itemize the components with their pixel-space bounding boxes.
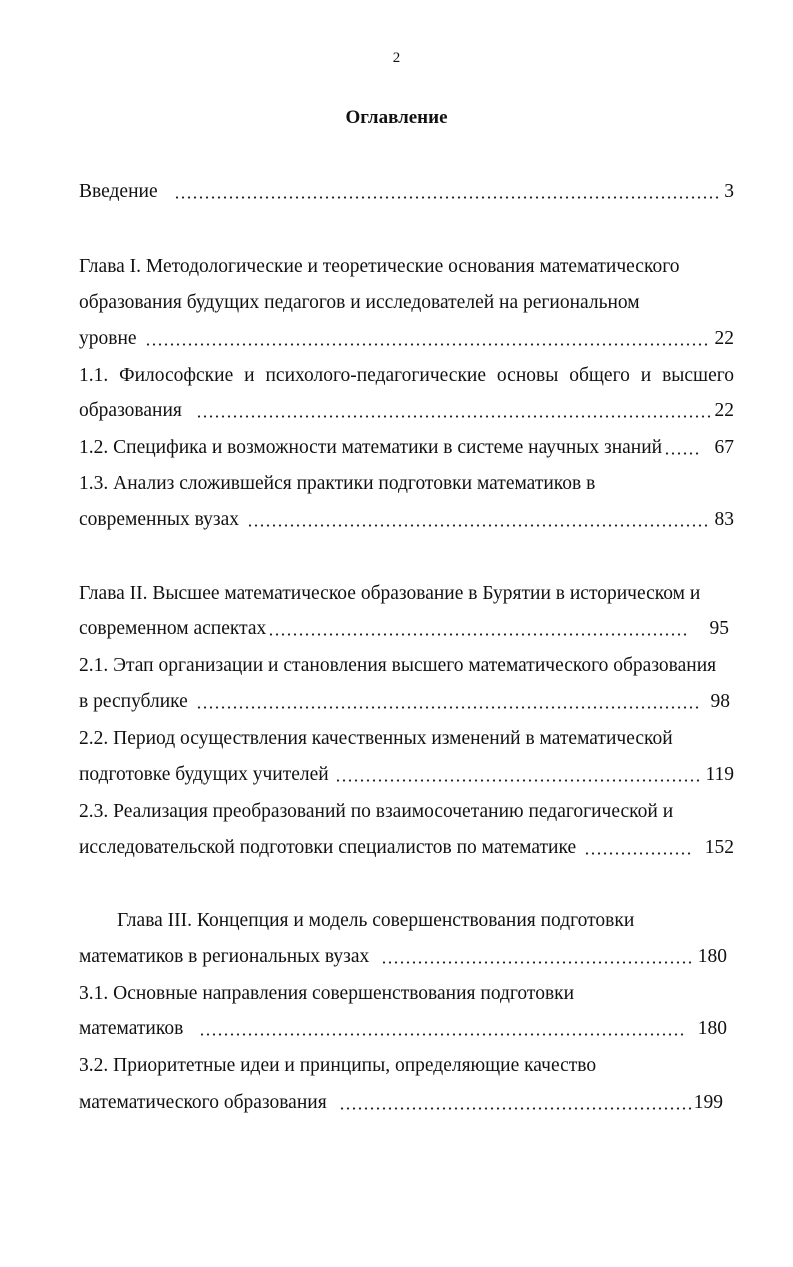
section-1-3-title-line-1: 1.3. Анализ сложившейся практики подготовки математиков в bbox=[79, 473, 596, 494]
dot-leader bbox=[199, 1033, 685, 1036]
chapter-1-title-line-2: образования будущих педагогов и исследователей на региональном bbox=[79, 292, 640, 313]
toc-entry-label: современных вузах bbox=[79, 509, 240, 530]
toc-page-number: 180 bbox=[697, 946, 727, 967]
dot-leader bbox=[247, 524, 710, 527]
dot-leader bbox=[664, 452, 700, 455]
toc-entry-section-3-1[interactable] bbox=[79, 1017, 727, 1041]
dot-leader bbox=[381, 961, 693, 964]
toc-page-number: 152 bbox=[704, 837, 734, 858]
toc-entry-label: в республике bbox=[79, 691, 188, 712]
toc-entry-label: математиков bbox=[79, 1018, 184, 1039]
dot-leader bbox=[145, 343, 711, 346]
toc-entry-label: математиков в региональных вузах bbox=[79, 946, 370, 967]
dot-leader bbox=[196, 415, 711, 418]
toc-entry-section-1-1[interactable] bbox=[79, 399, 734, 423]
toc-entry-label: подготовке будущих учителей bbox=[79, 764, 329, 785]
toc-entry-section-3-2[interactable] bbox=[79, 1091, 723, 1115]
toc-page-number: 95 bbox=[709, 618, 729, 639]
section-1-1-title-line-1: 1.1. Философские и психолого-педагогические основы общего и высшего bbox=[79, 365, 734, 386]
page-title: Оглавление bbox=[345, 107, 448, 128]
chapter-2-title-line-1: Глава II. Высшее математическое образование в Бурятии в историческом и bbox=[79, 583, 701, 604]
toc-page-number: 83 bbox=[714, 509, 734, 530]
toc-page-number: 199 bbox=[693, 1092, 723, 1113]
toc-entry-label: уровне bbox=[79, 328, 137, 349]
toc-page-number: 98 bbox=[710, 691, 730, 712]
dot-leader bbox=[268, 633, 687, 636]
section-3-1-title-line-1: 3.1. Основные направления совершенствования подготовки bbox=[79, 983, 575, 1004]
toc-entry-section-1-3[interactable] bbox=[79, 508, 734, 532]
toc-entry-label: Введение bbox=[79, 181, 158, 202]
toc-entry-section-2-2[interactable] bbox=[79, 763, 734, 787]
dot-leader bbox=[339, 1107, 693, 1110]
toc-entry-label: современном аспектах bbox=[79, 618, 267, 639]
toc-entry-section-2-1[interactable] bbox=[79, 690, 730, 714]
toc-page-number: 119 bbox=[705, 764, 734, 785]
section-3-2-title-line-1: 3.2. Приоритетные идеи и принципы, определяющие качество bbox=[79, 1055, 597, 1076]
dot-leader bbox=[584, 852, 691, 855]
section-2-3-title-line-1: 2.3. Реализация преобразований по взаимосочетанию педагогической и bbox=[79, 801, 674, 822]
toc-entry-section-2-3[interactable] bbox=[79, 836, 734, 860]
toc-entry-label: математического образования bbox=[79, 1092, 327, 1113]
dot-leader bbox=[335, 779, 702, 782]
toc-entry-chapter-1[interactable] bbox=[79, 327, 734, 351]
dot-leader bbox=[174, 196, 721, 199]
dot-leader bbox=[196, 706, 699, 709]
chapter-3-title-line-1: Глава III. Концепция и модель совершенствования подготовки bbox=[117, 910, 635, 931]
toc-page-number: 22 bbox=[714, 400, 734, 421]
toc-entry-chapter-2[interactable] bbox=[79, 617, 729, 641]
toc-entry-section-1-2[interactable] bbox=[79, 436, 734, 460]
toc-entry-label: образования bbox=[79, 400, 182, 421]
toc-entry-label: исследовательской подготовки специалистов по математике bbox=[79, 837, 577, 858]
section-2-2-title-line-1: 2.2. Период осуществления качественных изменений в математической bbox=[79, 728, 673, 749]
toc-page-number: 180 bbox=[697, 1018, 727, 1039]
toc-entry-intro[interactable] bbox=[79, 180, 734, 204]
page-number: 2 bbox=[392, 50, 401, 66]
toc-entry-label: 1.2. Специфика и возможности математики в системе научных знаний bbox=[79, 437, 663, 458]
toc-page-number: 67 bbox=[714, 437, 734, 458]
toc-page-number: 22 bbox=[714, 328, 734, 349]
toc-entry-chapter-3[interactable] bbox=[79, 945, 727, 969]
toc-page-number: 3 bbox=[724, 181, 734, 202]
chapter-1-title-line-1: Глава I. Методологические и теоретические основания математического bbox=[79, 256, 680, 277]
section-2-1-title-line-1: 2.1. Этап организации и становления высшего математического образования bbox=[79, 655, 717, 676]
